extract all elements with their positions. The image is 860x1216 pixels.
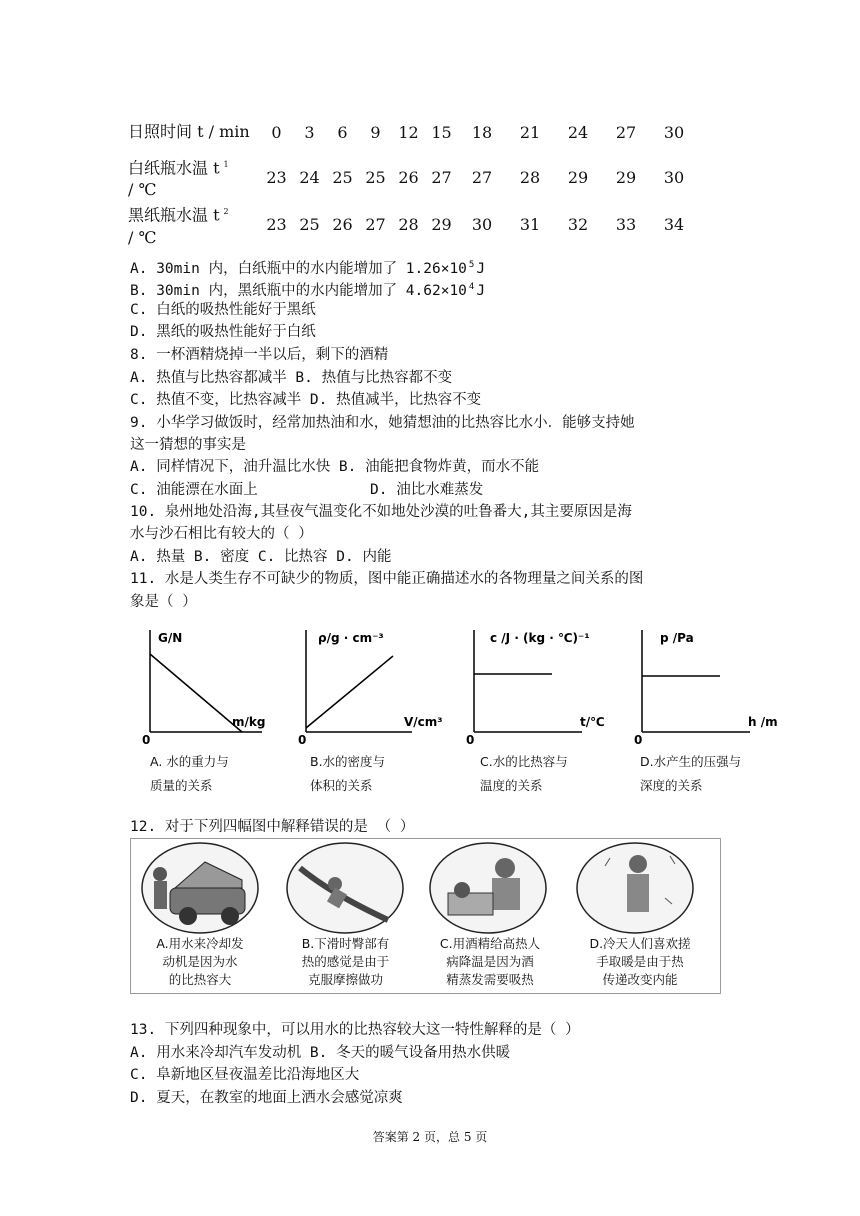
table-cell: 30 (663, 168, 685, 188)
table-cell: 28 (398, 215, 419, 235)
q8-stem: 8. 一杯酒精烧掉一半以后，剩下的酒精 (130, 347, 389, 363)
q13-options-ab: A. 用水来冷却汽车发动机 B. 冬天的暖气设备用热水供暖 (130, 1045, 511, 1061)
graph-a-origin: 0 (142, 733, 151, 747)
graph-c-origin: 0 (466, 733, 475, 747)
q12-caption-c (420, 935, 560, 989)
table-cell: 25 (332, 168, 353, 188)
q13-stem: 13. 下列四种现象中，可以用水的比热容较大这一特性解释的是（ ） (130, 1022, 580, 1038)
q12-caption-d-line3: 传递改变内能 (602, 972, 678, 987)
table-cell: 12 (398, 122, 419, 142)
q9-options-ab: A. 同样情况下，油升温比水快 B. 油能把食物炸黄，而水不能 (130, 459, 540, 475)
table-cell: 0 (271, 122, 282, 142)
q12-caption-b-line3: 克服摩擦做功 (307, 972, 383, 987)
q12-caption-d-line1: D.冷天人们喜欢搓 (589, 936, 691, 951)
graph-c-caption-line1: C.水的比热容与 (480, 754, 568, 769)
graph-b-caption (310, 750, 385, 798)
q8-options-cd: C. 热值不变，比热容减半 D. 热值减半，比热容不变 (130, 392, 482, 408)
q12-caption-a-line3: 的比热容大 (168, 972, 232, 987)
table-row-time (128, 110, 698, 154)
graph-a-line (150, 654, 242, 732)
rubbing-hands-icon (577, 843, 693, 933)
q12-caption-a-line1: A.用水来冷却发 (156, 936, 244, 951)
q9-option-d: D. 油比水难蒸发 (370, 482, 484, 498)
q7-option-a-text: A. 30min 内，白纸瓶中的水内能增加了 1.26×10 (130, 260, 467, 277)
time-label: 日照时间 t / min (128, 122, 250, 141)
q10-stem-line2: 水与沙石相比有较大的（ ） (130, 526, 313, 542)
table-cell: 33 (615, 215, 637, 235)
table-cell: 25 (365, 168, 386, 188)
q12-caption-a (140, 935, 260, 989)
white-label-unit: / ℃ (128, 180, 157, 200)
table-cell: 3 (304, 122, 315, 142)
table-cell: 18 (471, 122, 493, 142)
q12-stem: 12. 对于下列四幅图中解释错误的是 （ ） (130, 819, 415, 835)
table-row-white (128, 154, 698, 201)
white-label-sub: 1 (223, 160, 229, 169)
q12-caption-b-line2: 热的感觉是由于 (301, 954, 390, 969)
q7-option-c: C. 白纸的吸热性能好于黑纸 (130, 302, 316, 318)
q7-option-b-unit: J (476, 282, 486, 299)
table-cell: 9 (370, 122, 381, 142)
q9-option-c: C. 油能漂在水面上 (130, 482, 258, 498)
table-cell: 6 (337, 122, 348, 142)
table-cell: 32 (567, 215, 589, 235)
q12-caption-a-line2: 动机是因为水 (162, 954, 238, 969)
q11-stem-line2: 象是（ ） (130, 594, 197, 610)
graph-d-caption-line1: D.水产生的压强与 (640, 754, 742, 769)
car-engine-icon (142, 843, 258, 933)
table-cell: 23 (266, 215, 287, 235)
q12-caption-d-line2: 手取暖是由于热 (596, 954, 684, 969)
graph-d-caption-line2: 深度的关系 (640, 778, 703, 793)
graph-a-caption-line2: 质量的关系 (150, 778, 213, 793)
graph-b-caption-line2: 体积的关系 (310, 778, 373, 793)
graph-d-xlabel: h /m (748, 715, 778, 729)
temperature-table (128, 110, 698, 249)
graph-d-origin: 0 (634, 733, 643, 747)
q7-option-b (130, 276, 485, 302)
table-cell: 29 (431, 215, 452, 235)
q13-option-c: C. 阜新地区昼夜温差比沿海地区大 (130, 1067, 360, 1083)
q8-options-ab: A. 热值与比热容都减半 B. 热值与比热容都不变 (130, 370, 453, 386)
table-cell: 23 (266, 168, 287, 188)
slide-icon (287, 843, 403, 933)
q12-caption-b-line1: B.下滑时臀部有 (301, 936, 390, 951)
q11-stem-line1: 11. 水是人类生存不可缺少的物质，图中能正确描述水的各物理量之间关系的图 (130, 571, 644, 587)
table-cell: 29 (567, 168, 589, 188)
q7-option-a-unit: J (476, 260, 486, 277)
black-label-text: 黑纸瓶水温 t (128, 205, 220, 225)
table-cell: 15 (431, 122, 452, 142)
table-cell: 21 (519, 122, 541, 142)
q9-stem-line2: 这一猜想的事实是 (130, 437, 246, 453)
q7-option-d: D. 黑纸的吸热性能好于白纸 (130, 324, 316, 340)
q12-caption-c-line2: 病降温是因为酒 (446, 954, 534, 969)
alcohol-cooling-icon (430, 843, 546, 933)
table-cell: 27 (471, 168, 493, 188)
table-cell: 30 (663, 122, 685, 142)
white-label-text: 白纸瓶水温 t (128, 158, 220, 178)
graph-d-caption (640, 750, 741, 798)
graph-a-caption-line1: A. 水的重力与 (150, 754, 229, 769)
table-cell: 25 (299, 215, 320, 235)
table-cell: 24 (299, 168, 320, 188)
graph-b-caption-line1: B.水的密度与 (310, 754, 386, 769)
black-label-unit: / ℃ (128, 227, 157, 247)
table-row-black (128, 201, 698, 248)
q10-options: A. 热量 B. 密度 C. 比热容 D. 内能 (130, 549, 392, 565)
table-cell: 29 (615, 168, 637, 188)
graph-b-line (306, 656, 393, 728)
table-cell: 27 (615, 122, 637, 142)
table-cell: 27 (431, 168, 452, 188)
graph-c-xlabel: t/℃ (580, 715, 605, 729)
graph-c-caption (480, 750, 568, 798)
graph-a-caption (150, 750, 229, 798)
white-label (128, 154, 260, 201)
graph-b-ylabel: ρ/g · cm⁻³ (318, 631, 384, 645)
q12-caption-c-line3: 精蒸发需要吸热 (446, 972, 534, 987)
page-footer: 答案第 2 页，总 5 页 (372, 1130, 488, 1144)
graph-c-caption-line2: 温度的关系 (480, 778, 543, 793)
q10-stem-line1: 10. 泉州地处沿海,其昼夜气温变化不如地处沙漠的吐鲁番大,其主要原因是海 (130, 504, 632, 520)
graph-c-ylabel: c /J · (kg · ℃)⁻¹ (490, 631, 590, 645)
q12-caption-d (570, 935, 710, 989)
q9-stem-line1: 9. 小华学习做饭时，经常加热油和水，她猜想油的比热容比水小．能够支持她 (130, 415, 635, 431)
table-cell: 34 (663, 215, 685, 235)
graph-a-ylabel: G/N (158, 631, 183, 645)
q12-caption-c-line1: C.用酒精给高热人 (439, 936, 541, 951)
table-cell: 28 (519, 168, 541, 188)
table-cell: 30 (471, 215, 493, 235)
table-cell: 26 (398, 168, 419, 188)
graph-d-ylabel: p /Pa (660, 631, 694, 645)
q7-option-b-exponent: 4 (468, 282, 475, 292)
q13-option-d: D. 夏天，在教室的地面上洒水会感觉凉爽 (130, 1090, 403, 1106)
table-cell: 24 (567, 122, 589, 142)
graph-a-xlabel: m/kg (232, 715, 266, 729)
q7-option-b-text: B. 30min 内，黑纸瓶中的水内能增加了 4.62×10 (130, 282, 467, 299)
table-cell: 27 (365, 215, 386, 235)
black-label-sub: 2 (223, 207, 229, 217)
table-cell: 31 (519, 215, 541, 235)
table-cell: 26 (332, 215, 353, 235)
graph-b-origin: 0 (298, 733, 307, 747)
black-label (128, 201, 260, 248)
graph-b-xlabel: V/cm³ (404, 715, 443, 729)
q12-caption-b (283, 935, 408, 989)
q7-option-a-exponent: 5 (468, 260, 475, 270)
